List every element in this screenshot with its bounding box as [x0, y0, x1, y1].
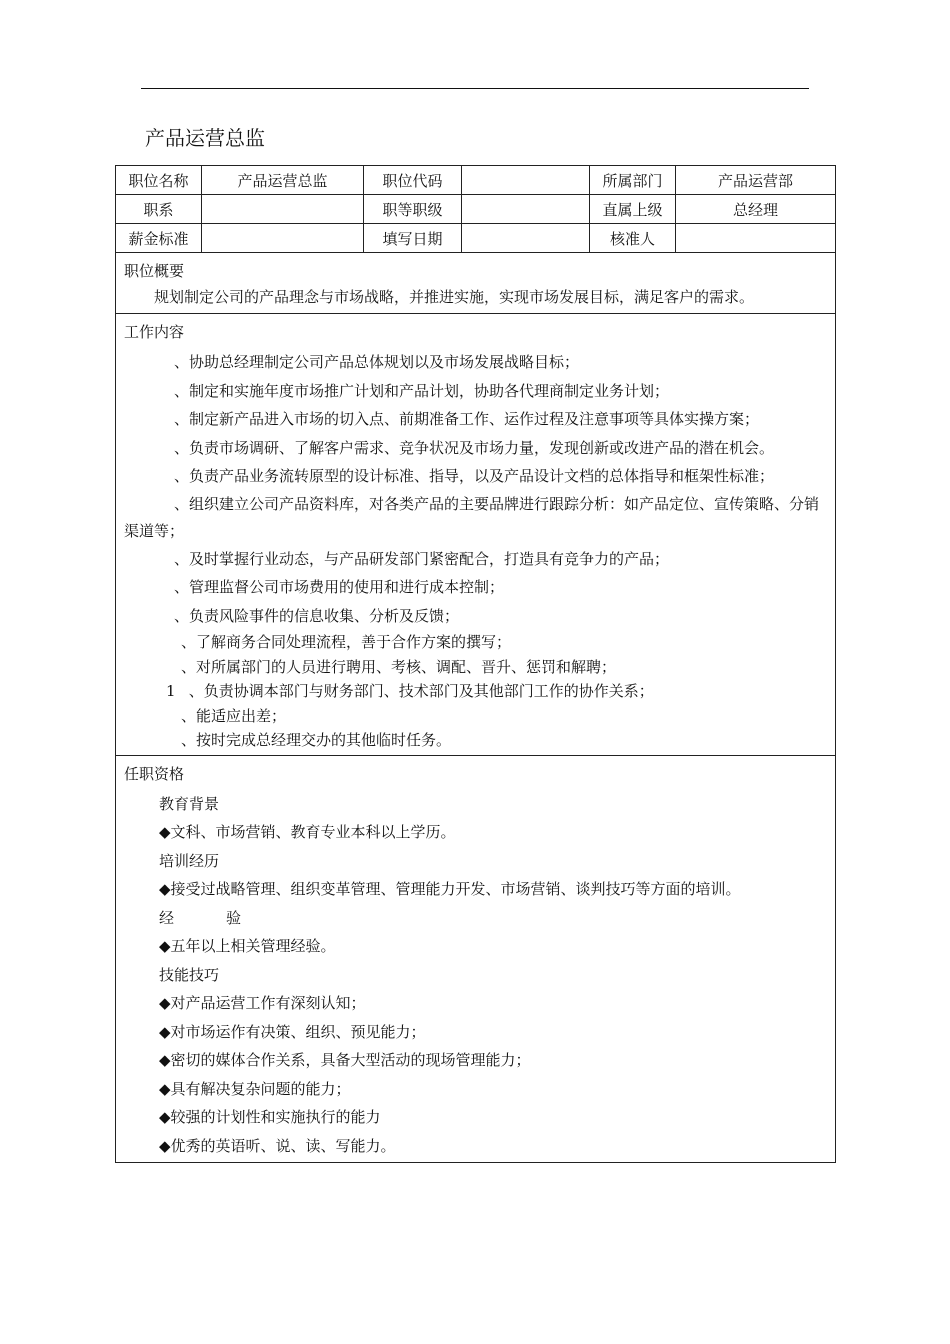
- label-fill-date: 填写日期: [364, 224, 462, 253]
- work-item: 、按时完成总经理交办的其他临时任务。: [181, 731, 452, 749]
- label-position-code: 职位代码: [364, 166, 462, 195]
- header-rule: [141, 88, 809, 89]
- qualifications-title: 任职资格: [124, 764, 185, 783]
- skill-item: ◆较强的计划性和实施执行的能力: [159, 1108, 381, 1126]
- experience-title-b: 验: [226, 908, 242, 927]
- work-item: 、组织建立公司产品资料库，对各类产品的主要品牌进行跟踪分析：如产品定位、宣传策略、分销渠道等；: [124, 494, 820, 540]
- work-section: [116, 314, 836, 756]
- work-item: 、对所属部门的人员进行聘用、考核、调配、晋升、惩罚和解聘；: [181, 657, 617, 676]
- label-supervisor: 直属上级: [590, 195, 676, 224]
- overview-text: 规划制定公司的产品理念与市场战略，并推进实施，实现市场发展目标，满足客户的需求。: [154, 288, 755, 306]
- skills-title: 技能技巧: [159, 965, 220, 984]
- skill-item: ◆对市场运作有决策、组织、预见能力；: [159, 1022, 426, 1041]
- value-job-family: [202, 195, 364, 224]
- work-item: 、制定新产品进入市场的切入点、前期准备工作、运作过程及注意事项等具体实操方案；: [174, 410, 760, 428]
- value-position-code: [462, 166, 590, 195]
- label-approver: 核准人: [590, 224, 676, 253]
- skill-item: ◆对产品运营工作有深刻认知；: [159, 994, 366, 1012]
- work-item-text: 、负责协调本部门与财务部门、技术部门及其他部门工作的协作关系；: [188, 682, 654, 700]
- experience-item: ◆五年以上相关管理经验。: [159, 937, 336, 955]
- value-job-grade: [462, 195, 590, 224]
- overview-title: 职位概要: [124, 262, 185, 280]
- experience-title-a: 经: [159, 908, 175, 927]
- skill-item: ◆密切的媒体合作关系，具备大型活动的现场管理能力；: [159, 1051, 531, 1069]
- value-supervisor: 总经理: [676, 195, 836, 224]
- value-salary: [202, 224, 364, 253]
- page-title: 产品运营总监: [145, 126, 265, 150]
- header-row-2: [116, 195, 836, 224]
- value-approver: [676, 224, 836, 253]
- work-item: 、负责风险事件的信息收集、分析及反馈；: [174, 606, 460, 625]
- value-position-name: 产品运营总监: [202, 166, 364, 195]
- work-item: 、负责产品业务流转原型的设计标准、指导，以及产品设计文档的总体指导和框架性标准；: [174, 467, 775, 485]
- value-department: 产品运营部: [676, 166, 836, 195]
- skill-item: ◆具有解决复杂问题的能力；: [159, 1079, 351, 1098]
- overview-section: [116, 253, 836, 314]
- experience-title: [124, 904, 827, 933]
- job-description-table: [115, 165, 836, 1163]
- label-position-name: 职位名称: [116, 166, 202, 195]
- work-title: 工作内容: [124, 323, 185, 341]
- header-row-3: [116, 224, 836, 253]
- work-item: 、及时掌握行业动态，与产品研发部门紧密配合，打造具有竞争力的产品；: [174, 549, 670, 568]
- label-salary: 薪金标准: [116, 224, 202, 253]
- skill-item: ◆优秀的英语听、说、读、写能力。: [159, 1136, 396, 1155]
- work-item: 、制定和实施年度市场推广计划和产品计划，协助各代理商制定业务计划；: [174, 381, 670, 400]
- item-number: 1: [166, 682, 176, 700]
- value-fill-date: [462, 224, 590, 253]
- work-item: 、能适应出差；: [181, 706, 287, 725]
- education-item: ◆文科、市场营销、教育专业本科以上学历。: [159, 823, 456, 841]
- qualifications-section: [116, 755, 836, 1163]
- label-department: 所属部门: [590, 166, 676, 195]
- work-item: 、了解商务合同处理流程，善于合作方案的撰写；: [181, 633, 512, 651]
- training-item: ◆接受过战略管理、组织变革管理、管理能力开发、市场营销、谈判技巧等方面的培训。: [159, 880, 741, 898]
- label-job-grade: 职等职级: [364, 195, 462, 224]
- work-item: 、负责市场调研、了解客户需求、竞争状况及市场力量，发现创新或改进产品的潜在机会。: [174, 438, 775, 457]
- education-title: 教育背景: [159, 794, 220, 813]
- label-job-family: 职系: [116, 195, 202, 224]
- header-row-1: [116, 166, 836, 195]
- work-item: 、协助总经理制定公司产品总体规划以及市场发展战略目标；: [174, 353, 580, 371]
- training-title: 培训经历: [159, 851, 220, 870]
- work-item: [124, 679, 827, 704]
- work-item: 、管理监督公司市场费用的使用和进行成本控制；: [174, 578, 505, 596]
